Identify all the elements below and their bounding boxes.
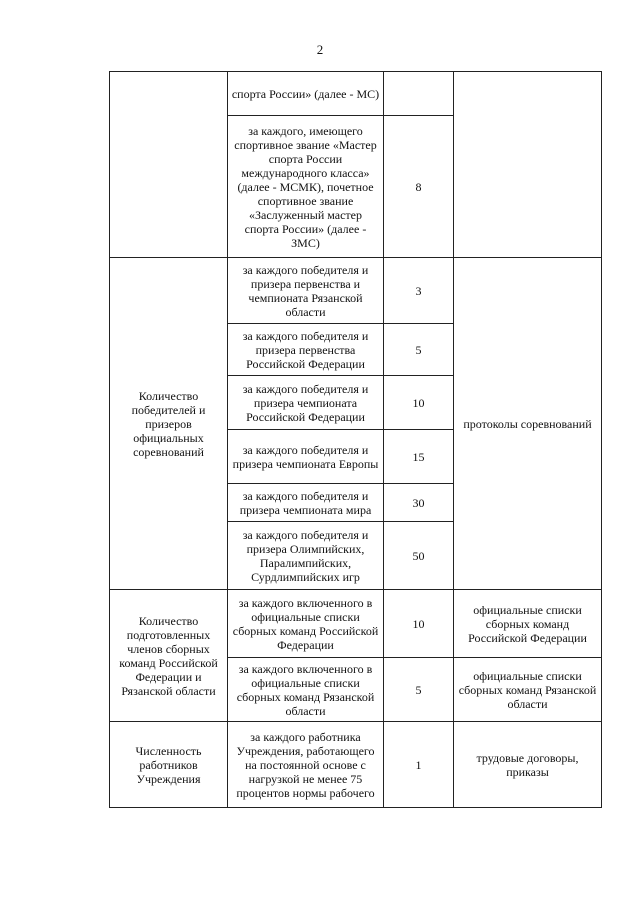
document-cell: официальные списки сборных команд Рязанской области xyxy=(454,658,602,722)
indicator-cell: за каждого победителя и призера Олимпийских, Паралимпийских, Сурдлимпийских игр xyxy=(228,522,384,590)
points-cell: 10 xyxy=(384,590,454,658)
document-cell: протоколы соревнований xyxy=(454,258,602,590)
table-row xyxy=(110,722,602,808)
indicator-cell: за каждого победителя и призера чемпионата Российской Федерации xyxy=(228,376,384,430)
indicator-cell: за каждого, имеющего спортивное звание «Мастер спорта России международного класса» (далее - МСМК), почетное спортивное звание «Заслуженный мастер спорта России» (далее - ЗМС) xyxy=(228,116,384,258)
indicator-cell: за каждого работника Учреждения, работающего на постоянной основе с нагрузкой не менее 75 процентов нормы рабочего xyxy=(228,722,384,808)
points-cell: 3 xyxy=(384,258,454,324)
criteria-table xyxy=(109,71,602,808)
criterion-cell: Численность работников Учреждения xyxy=(110,722,228,808)
criterion-cell xyxy=(110,72,228,258)
table-row xyxy=(110,72,602,116)
indicator-cell: за каждого победителя и призера чемпионата мира xyxy=(228,484,384,522)
points-cell: 15 xyxy=(384,430,454,484)
points-cell: 5 xyxy=(384,658,454,722)
points-cell: 10 xyxy=(384,376,454,430)
document-cell xyxy=(454,72,602,258)
points-cell: 50 xyxy=(384,522,454,590)
indicator-cell: за каждого включенного в официальные списки сборных команд Российской Федерации xyxy=(228,590,384,658)
document-cell: официальные списки сборных команд Российской Федерации xyxy=(454,590,602,658)
table-row xyxy=(110,590,602,658)
document-cell: трудовые договоры, приказы xyxy=(454,722,602,808)
points-cell xyxy=(384,72,454,116)
points-cell: 5 xyxy=(384,324,454,376)
indicator-cell: за каждого победителя и призера первенства и чемпионата Рязанской области xyxy=(228,258,384,324)
indicator-cell: за каждого победителя и призера первенства Российской Федерации xyxy=(228,324,384,376)
table-row xyxy=(110,258,602,324)
indicator-cell: за каждого победителя и призера чемпионата Европы xyxy=(228,430,384,484)
points-cell: 1 xyxy=(384,722,454,808)
criterion-cell: Количество подготовленных членов сборных команд Российской Федерации и Рязанской области xyxy=(110,590,228,722)
page-number: 2 xyxy=(316,42,324,57)
criterion-cell: Количество победителей и призеров официальных соревнований xyxy=(110,258,228,590)
points-cell: 8 xyxy=(384,116,454,258)
indicator-cell: за каждого включенного в официальные списки сборных команд Рязанской области xyxy=(228,658,384,722)
indicator-cell: спорта России» (далее - МС) xyxy=(228,72,384,116)
points-cell: 30 xyxy=(384,484,454,522)
